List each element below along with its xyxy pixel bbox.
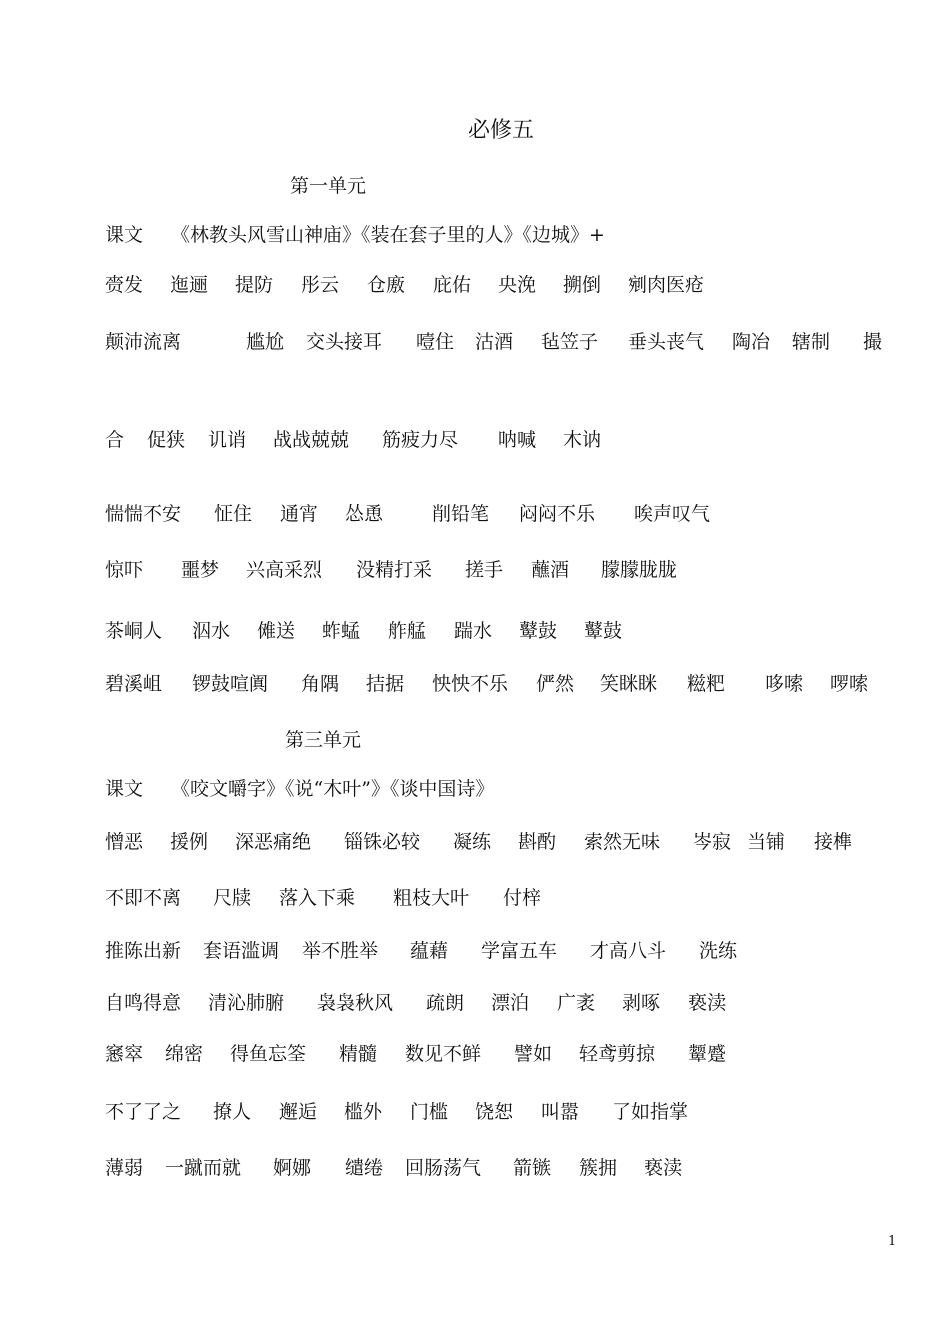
vocab-item: 深恶痛绝 [235,831,312,853]
vocab-item: 槛外 [344,1101,383,1123]
vocab-item: 通宵 [280,503,319,525]
vocab-item: 毡笠子 [541,331,599,353]
vocab-item: 饶恕 [475,1101,514,1123]
vocab-item: 袅袅秋风 [317,992,394,1014]
vocab-item: 闷闷不乐 [519,503,596,525]
vocab-item: 轻鸢剪掠 [579,1043,656,1065]
vocab-item: 了如指掌 [612,1101,689,1123]
vocab-item: 庇佑 [433,274,472,296]
vocab-item: 怏怏不乐 [432,673,509,695]
vocab-item: 碧溪岨 [105,673,163,695]
vocab-item: 不了了之 [105,1101,182,1123]
vocab-item: 索然无味 [584,831,661,853]
vocab-item: 蕴藉 [410,940,449,962]
vocab-item: 迤逦 [170,274,209,296]
vocab-item: 尴尬 [246,331,285,353]
vocab-item: 木讷 [563,429,602,451]
vocab-item: 呐喊 [498,429,537,451]
vocab-item: 婀娜 [273,1157,312,1179]
vocab-item: 筋疲力尽 [382,429,459,451]
vocab-item: 陶冶 [732,331,771,353]
vocab-item: 交头接耳 [306,331,383,353]
vocab-item: 不即不离 [105,887,182,909]
vocab-item: 战战兢兢 [273,429,350,451]
vocab-item: 俨然 [536,673,575,695]
vocab-item: 才高八斗 [590,940,667,962]
vocab-item: 怔住 [214,503,253,525]
vocab-item: 付梓 [503,887,542,909]
vocab-item: 糍粑 [687,673,726,695]
vocab-item: 合 [105,429,125,451]
vocab-item: 自鸣得意 [105,992,182,1014]
vocab-item: 朦朦胧胧 [601,559,678,581]
vocab-item: 惴惴不安 [105,503,182,525]
vocab-item: 漂泊 [491,992,530,1014]
vocab-item: 促狭 [147,429,186,451]
vocab-item: 撮 [863,331,883,353]
vocab-item: 《咬文嚼字》《说“木叶”》《谈中国诗》 [171,778,495,800]
vocab-item: 缱绻 [345,1157,384,1179]
vocab-item: 剥啄 [622,992,661,1014]
vocab-item: 搓手 [465,559,504,581]
vocab-item: 舴艋 [388,620,427,642]
vocab-item: 落入下乘 [279,887,356,909]
vocab-item: 踹水 [454,620,493,642]
vocab-item: 譬如 [514,1043,553,1065]
vocab-item: 削铅笔 [432,503,490,525]
vocab-item: 撩人 [213,1101,252,1123]
vocab-item: 叫嚣 [541,1101,580,1123]
vocab-item: 岑寂 [693,831,732,853]
vocab-item: 绵密 [165,1043,204,1065]
vocab-item: 回肠荡气 [405,1157,482,1179]
vocab-item: 鼙鼓 [519,620,558,642]
unit1-heading: 第一单元 [290,175,367,197]
vocab-item: 课文 [105,224,144,246]
vocab-item: 广袤 [557,992,596,1014]
vocab-item: 没精打采 [356,559,433,581]
vocab-item: 唉声叹气 [634,503,711,525]
vocab-item: 《林教头风雪山神庙》《装在套子里的人》《边城》+ [171,224,605,246]
vocab-item: 角隅 [301,673,340,695]
vocab-item: 薄弱 [105,1157,144,1179]
vocab-item: 一蹴而就 [165,1157,242,1179]
vocab-item: 清沁肺腑 [208,992,285,1014]
vocab-item: 辖制 [792,331,831,353]
vocab-item: 颠沛流离 [105,331,182,353]
vocab-item: 援例 [170,831,209,853]
vocab-item: 邂逅 [279,1101,318,1123]
vocab-item: 茶峒人 [105,620,163,642]
vocab-item: 学富五车 [481,940,558,962]
vocab-item: 傩送 [257,620,296,642]
vocab-item: 噎住 [416,331,455,353]
vocab-item: 精髓 [339,1043,378,1065]
vocab-item: 颦蹙 [688,1043,727,1065]
vocab-item: 簇拥 [579,1157,618,1179]
vocab-item: 彤云 [301,274,340,296]
vocab-item: 窸窣 [105,1043,144,1065]
vocab-item: 斟酌 [518,831,557,853]
vocab-item: 仓廒 [367,274,406,296]
vocab-item: 鼙鼓 [584,620,623,642]
vocab-item: 洗练 [699,940,738,962]
vocab-item: 拮据 [366,673,405,695]
vocab-item: 蘸酒 [531,559,570,581]
vocab-item: 套语滥调 [203,940,280,962]
vocab-item: 垂头丧气 [628,331,705,353]
vocab-item: 蚱蜢 [322,620,361,642]
vocab-item: 课文 [105,778,144,800]
vocab-item: 沽酒 [475,331,514,353]
vocab-item: 提防 [235,274,274,296]
vocab-item: 亵渎 [644,1157,683,1179]
vocab-item: 啰嗦 [830,673,869,695]
vocab-item: 搠倒 [563,274,602,296]
vocab-item: 箭镞 [513,1157,552,1179]
page-number: 1 [888,1234,897,1249]
vocab-item: 接榫 [814,831,853,853]
vocab-item: 兴高采烈 [246,559,323,581]
vocab-item: 噩梦 [181,559,220,581]
vocab-item: 门槛 [410,1101,449,1123]
vocab-item: 凝练 [453,831,492,853]
unit3-heading: 第三单元 [285,729,362,751]
vocab-item: 剜肉医疮 [628,274,705,296]
vocab-item: 得鱼忘筌 [230,1043,307,1065]
vocab-item: 锱铢必较 [344,831,421,853]
vocab-item: 推陈出新 [105,940,182,962]
vocab-item: 惊吓 [105,559,144,581]
vocab-item: 哆嗦 [765,673,804,695]
vocab-item: 赍发 [105,274,144,296]
vocab-item: 粗枝大叶 [393,887,470,909]
vocab-item: 央浼 [498,274,537,296]
page-title: 必修五 [467,118,534,143]
vocab-item: 疏朗 [426,992,465,1014]
vocab-item: 数见不鲜 [405,1043,482,1065]
vocab-item: 泅水 [192,620,231,642]
vocab-item: 当铺 [747,831,786,853]
vocab-item: 锣鼓喧阗 [192,673,269,695]
vocab-item: 笑眯眯 [600,673,658,695]
vocab-item: 讥诮 [208,429,247,451]
vocab-item: 怂恿 [345,503,384,525]
vocab-item: 举不胜举 [302,940,379,962]
vocab-item: 憎恶 [105,831,144,853]
vocab-item: 尺牍 [213,887,252,909]
vocab-item: 亵渎 [688,992,727,1014]
